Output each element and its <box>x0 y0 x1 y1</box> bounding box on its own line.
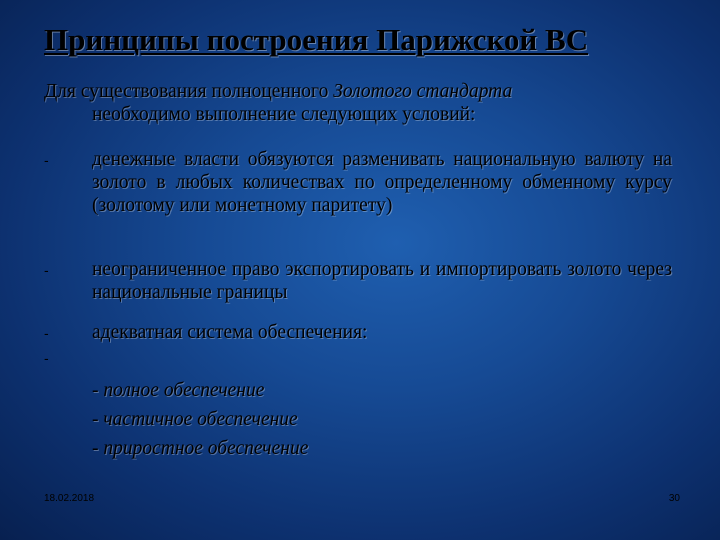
intro-paragraph <box>44 80 674 126</box>
list-item: - приростное обеспечение <box>92 438 309 459</box>
page-number: 30 <box>668 493 680 504</box>
list-item: - полное обеспечение <box>92 380 265 401</box>
intro-emphasis: Золотого стандарта <box>333 81 513 102</box>
backing-types-list <box>92 376 308 463</box>
list-item: - частичное обеспечение <box>92 409 298 430</box>
bullet-marker: - <box>44 262 49 278</box>
footer-date: 18.02.2018 <box>44 493 95 504</box>
intro-text: Для существования полноценного <box>44 81 334 102</box>
slide-title: Принципы построения Парижской ВС <box>44 22 589 57</box>
bullet-marker: - <box>44 152 49 168</box>
bullet-marker: - <box>44 350 49 366</box>
intro-line-2: необходимо выполнение следующих условий: <box>92 104 476 125</box>
bullet-item-conversion: денежные власти обязуются разменивать национальную валюту на золото в любых количествах по определенному обменному курсу (золотому или монетному паритету) <box>92 149 672 216</box>
bullet-item-export-import: неограниченное право экспортировать и импортировать золото через национальные границы <box>92 259 672 303</box>
bullet-marker: - <box>44 325 49 341</box>
bullet-item-backing-system: адекватная система обеспечения: <box>92 322 368 343</box>
